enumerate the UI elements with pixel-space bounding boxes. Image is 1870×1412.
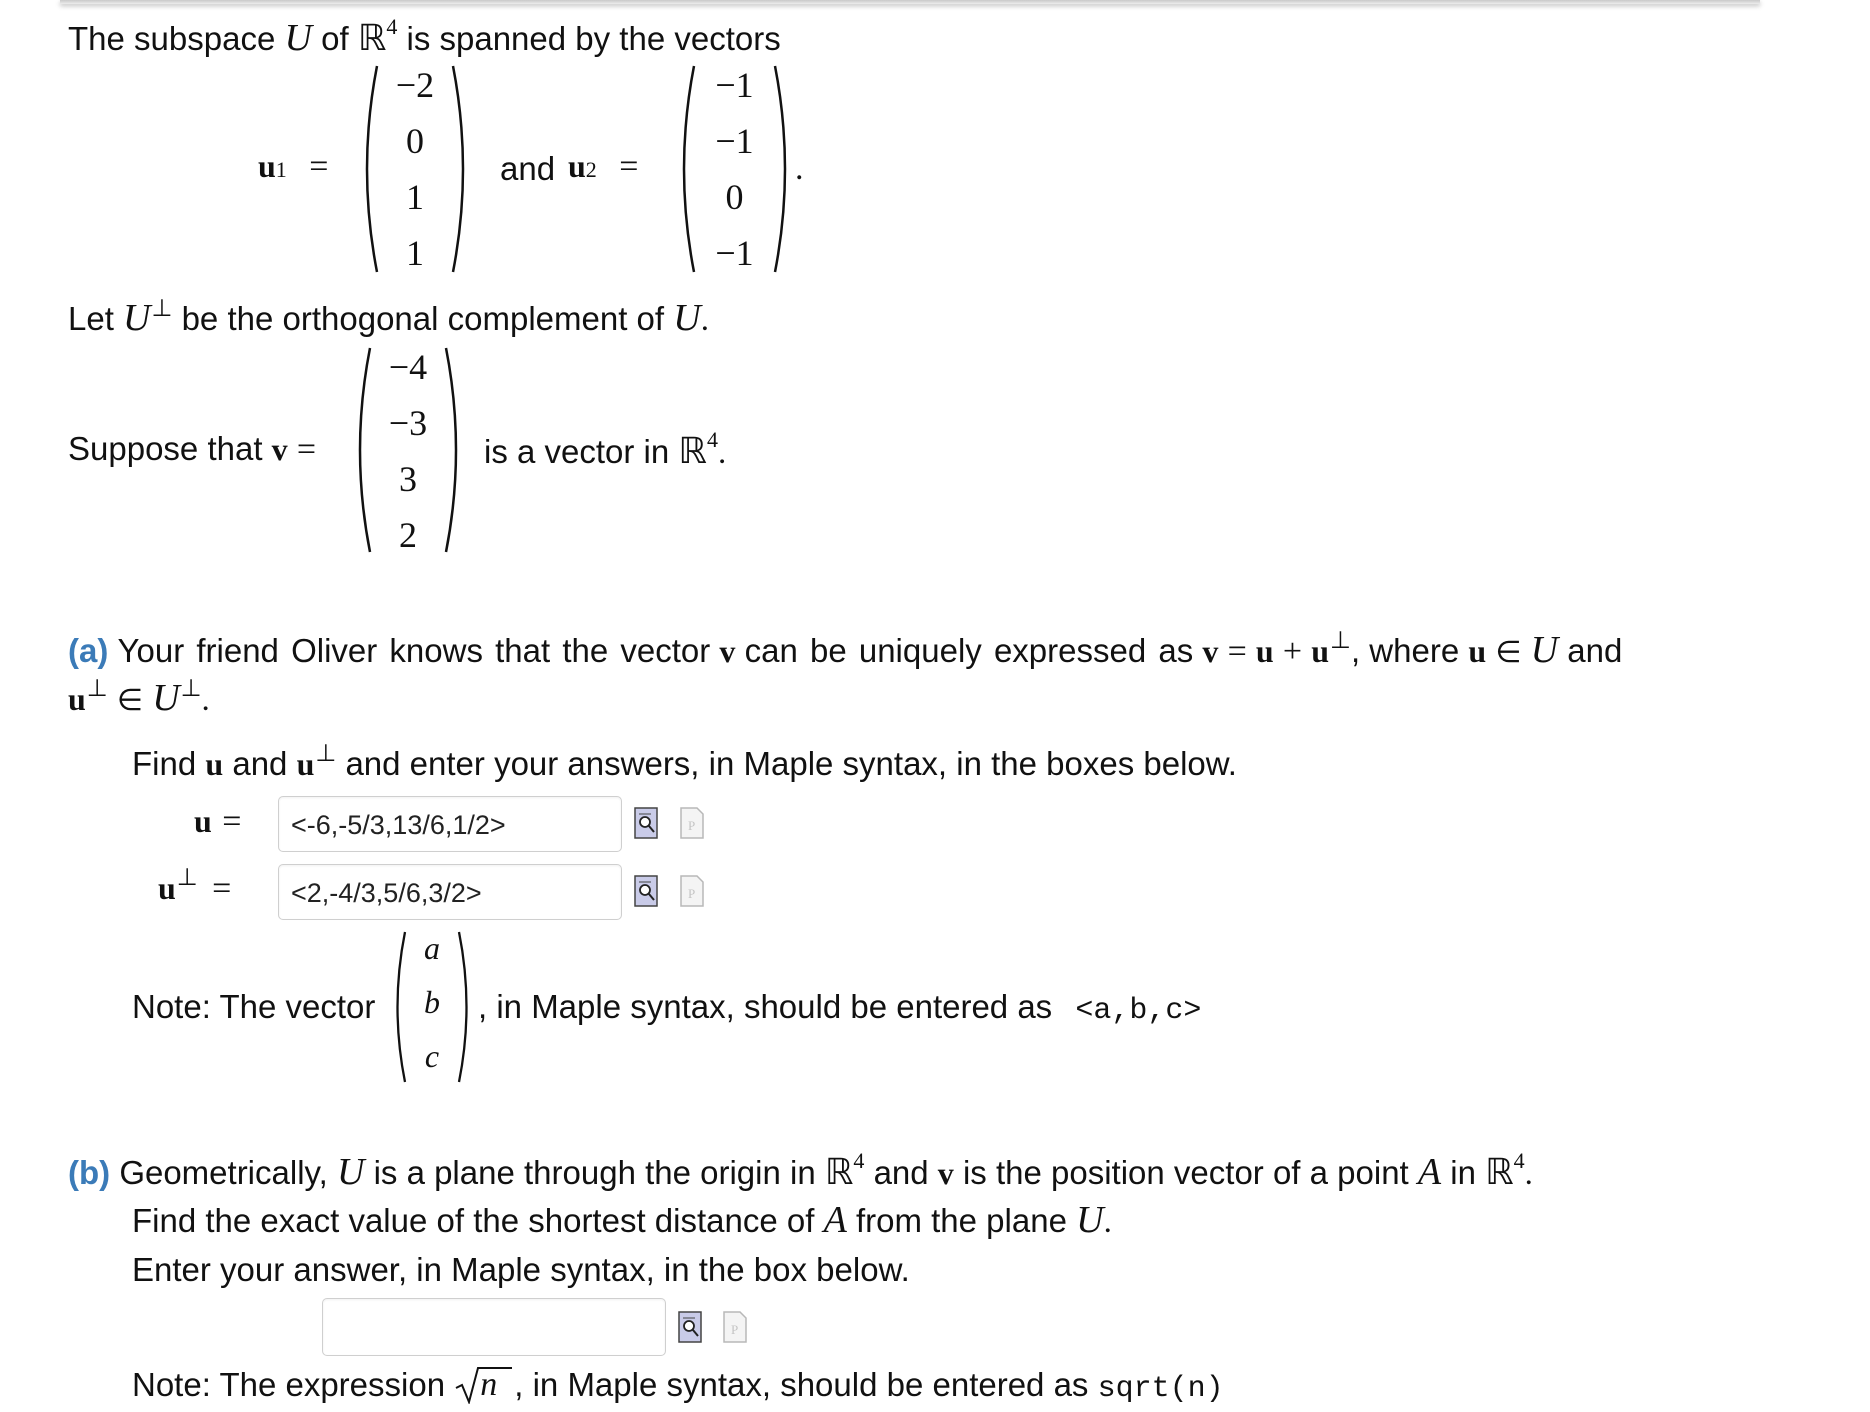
note-abc-matrix	[388, 928, 476, 1086]
u-answer-input[interactable]: <-6,-5/3,13/6,1/2>	[278, 796, 622, 852]
u2-entry: −1	[715, 65, 754, 105]
v-entry: 3	[399, 459, 417, 499]
v-matrix	[348, 344, 468, 556]
part-a-instructions: Find u and u⊥ and enter your answers, in Maple syntax, in the boxes below.	[132, 739, 1237, 782]
distance-answer-input[interactable]	[322, 1298, 666, 1356]
note-entry: c	[424, 1038, 440, 1074]
top-edge-shadow	[60, 0, 1760, 4]
intro-line	[68, 16, 781, 60]
v-entry: −4	[388, 347, 428, 387]
part-a-line1: (a) Your friend Oliver knows that the vector v can be uniquely expressed as v = u + u⊥, where u ∈ U and	[68, 626, 1623, 671]
part-b-line2: Find the exact value of the shortest distance of A from the plane U.	[132, 1199, 1112, 1241]
uperp-answer-input[interactable]: <2,-4/3,5/6,3/2>	[278, 864, 622, 920]
part-b-line3: Enter your answer, in Maple syntax, in the box below.	[132, 1251, 910, 1288]
svg-text:P: P	[731, 1322, 739, 1337]
note-vector-text: Note: The vector	[132, 988, 376, 1025]
uperp-answer-label: u⊥ =	[158, 863, 232, 907]
period: .	[795, 150, 804, 187]
u2-entry: −1	[715, 233, 754, 273]
preview-icon[interactable]	[677, 1310, 703, 1344]
u2-entry: −1	[715, 121, 754, 161]
note-entry: a	[424, 930, 440, 966]
u2-label: u2 =	[568, 148, 639, 185]
u1-entry: −2	[395, 65, 435, 105]
intro-text: of	[321, 20, 349, 57]
code-example: <a,b,c>	[1075, 994, 1202, 1028]
help-document-icon[interactable]	[722, 1310, 748, 1344]
preview-icon[interactable]	[633, 874, 659, 908]
svg-text:P: P	[688, 818, 696, 833]
sqrt-symbol: n	[454, 1368, 514, 1402]
help-document-icon[interactable]	[679, 806, 705, 840]
intro-text: The subspace	[68, 20, 276, 57]
u1-entry: 0	[406, 121, 424, 161]
note-entry: b	[424, 984, 440, 1020]
code-example: sqrt(n)	[1097, 1372, 1224, 1406]
u-answer-label: u =	[194, 803, 242, 840]
v-entry: −3	[388, 403, 428, 443]
preview-icon[interactable]	[633, 806, 659, 840]
u1-label: u1 =	[258, 148, 329, 185]
and-word: and	[500, 150, 556, 187]
svg-text:P: P	[688, 886, 696, 901]
exponent: 4	[386, 14, 398, 39]
u1-entry: 1	[406, 177, 424, 217]
u1-entry: 1	[406, 233, 424, 273]
v-intro: Suppose that v =	[68, 430, 317, 468]
v-entry: 2	[399, 515, 417, 555]
v-outro: is a vector in ℝ$^4$.	[484, 427, 727, 471]
help-document-icon[interactable]	[679, 874, 705, 908]
note-sqrt-line: Note: The expression n , in Maple syntax, should be entered as sqrt(n)	[132, 1366, 1224, 1406]
perp-symbol: ⊥	[151, 294, 173, 322]
part-a-label: (a)	[68, 632, 109, 669]
note-vector-tail: , in Maple syntax, should be entered as <a,b,c>	[478, 988, 1202, 1028]
var-U: U	[284, 17, 312, 59]
reals-symbol: ℝ	[357, 18, 387, 58]
u2-entry: 0	[725, 177, 744, 217]
part-a-line2: u⊥ ∈ U⊥.	[68, 674, 210, 719]
part-b-label: (b)	[68, 1154, 111, 1191]
u2-matrix	[672, 62, 797, 276]
u1-matrix	[355, 62, 475, 276]
intro-text: is spanned by the vectors	[406, 20, 781, 57]
part-b-line1: (b) Geometrically, U is a plane through the origin in ℝ$^4$ and v is the position vector of a point A in ℝ$^4$.	[68, 1148, 1533, 1193]
complement-line: Let U⊥ be the orthogonal complement of U.	[68, 294, 709, 339]
